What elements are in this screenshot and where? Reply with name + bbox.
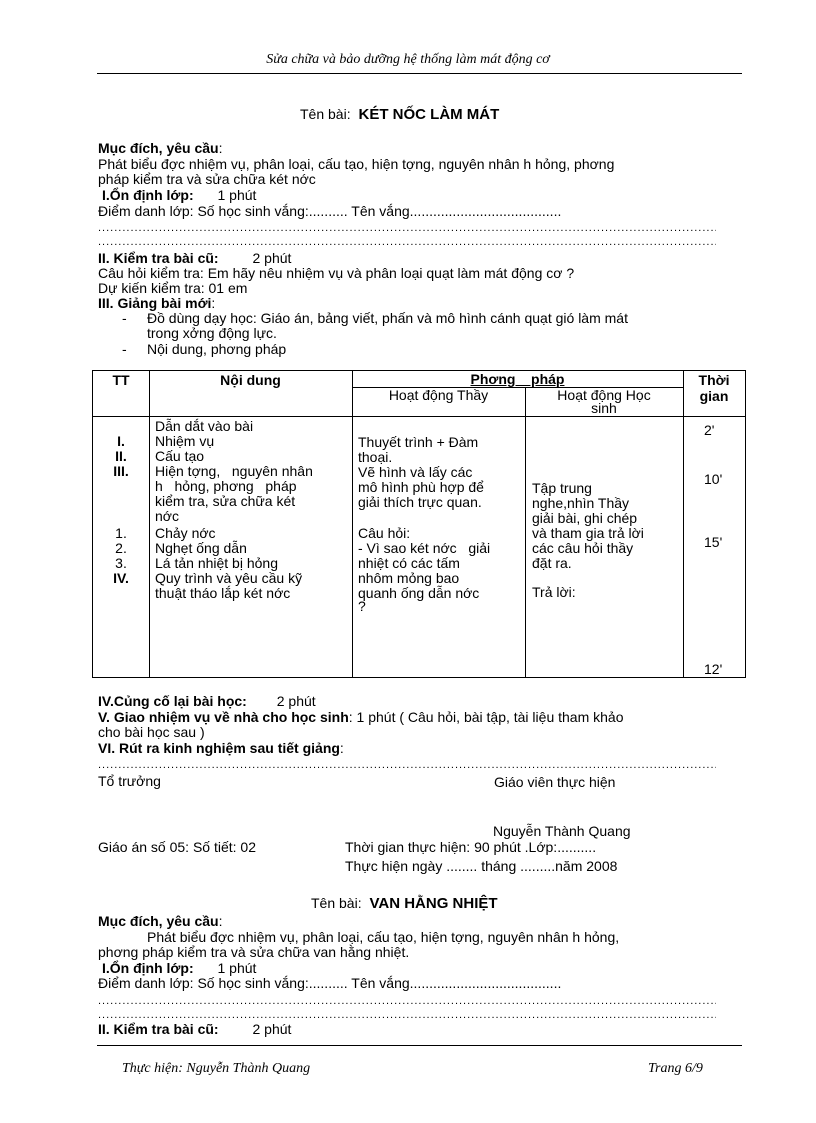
lesson2-title-label: Tên bài: bbox=[311, 895, 362, 911]
student-cell: Tập trung bbox=[532, 480, 592, 496]
lesson1-section3-row bbox=[98, 296, 215, 311]
lesson1-section1-heading: I.Ổn định lớp: bbox=[102, 187, 194, 203]
teacher-cell: ? bbox=[358, 598, 366, 614]
lesson1-bullet2: Nội dung, phơng pháp bbox=[147, 341, 287, 357]
student-cell: Trả lời: bbox=[532, 584, 576, 600]
lesson1-title: KÉT NỐC LÀM MÁT bbox=[358, 106, 500, 123]
running-header: Sửa chữa và bảo dưỡng hệ thống làm mát động cơ bbox=[266, 52, 550, 67]
plan-number: Giáo án số 05: Số tiết: 02 bbox=[98, 839, 256, 855]
lesson2-section1-row bbox=[102, 961, 256, 976]
plan-date: Thực hiện ngày ........ tháng .........năm 2008 bbox=[345, 858, 618, 874]
tt-cell: 2. bbox=[115, 540, 127, 556]
teacher-cell: thoại. bbox=[358, 449, 393, 465]
tt-cell: II. bbox=[115, 448, 127, 464]
lesson1-bullet1-line1: Đồ dùng dạy học: Giáo án, bảng viết, phấn và mô hình cánh quạt gió làm mát bbox=[147, 310, 628, 326]
section6-colon: : bbox=[339, 740, 344, 756]
header-time-line1: Thời bbox=[698, 372, 730, 388]
tt-cell: I. bbox=[117, 433, 125, 449]
section6-heading: VI. Rút ra kinh nghiệm sau tiết giảng bbox=[98, 740, 340, 756]
plan-duration: Thời gian thực hiện: 90 phút .Lớp:.......... bbox=[345, 839, 597, 855]
lesson1-section1-row bbox=[102, 188, 256, 203]
lesson1-attendance: Điểm danh lớp: Số học sinh vắng:.......... Tên vắng....................................... bbox=[98, 203, 562, 219]
content-cell: Nghẹt ống dẫn bbox=[155, 540, 247, 556]
lesson1-purpose-colon: : bbox=[218, 140, 223, 156]
content-cell: Lá tản nhiệt bị hỏng bbox=[155, 555, 278, 571]
student-cell: các câu hỏi thầy bbox=[532, 540, 634, 556]
lesson2-purpose-colon: : bbox=[218, 913, 223, 929]
teacher-cell: - Vì sao két nớc giải bbox=[358, 540, 491, 556]
lesson1-section2-time: 2 phút bbox=[252, 250, 292, 266]
tt-cell: III. bbox=[113, 463, 129, 479]
lesson1-section3-heading: III. Giảng bài mới bbox=[98, 295, 212, 311]
teacher-cell: giải thích trực quan. bbox=[358, 494, 482, 510]
dotted-line bbox=[98, 996, 716, 1008]
time-cell: 12' bbox=[704, 661, 723, 677]
lesson2-title: VAN HẰNG NHIỆT bbox=[369, 895, 498, 912]
content-cell: Hiện tợng, nguyên nhân bbox=[155, 463, 313, 479]
lesson1-section1-time: 1 phút bbox=[217, 187, 257, 203]
time-cell: 10' bbox=[704, 471, 723, 487]
lesson1-title-label: Tên bài: bbox=[300, 106, 351, 122]
dotted-line bbox=[98, 760, 716, 772]
lesson2-section1-heading: I.Ổn định lớp: bbox=[102, 960, 194, 976]
header-rule bbox=[97, 73, 742, 74]
head-of-dept-label: Tổ trưởng bbox=[98, 773, 161, 789]
time-cell: 15' bbox=[704, 534, 723, 550]
lesson2-title-row bbox=[311, 896, 498, 911]
lesson2-section2-heading: II. Kiểm tra bài cũ: bbox=[98, 1021, 219, 1037]
footer-page-number: Trang 6/9 bbox=[648, 1061, 703, 1076]
teacher-name: Nguyễn Thành Quang bbox=[493, 823, 631, 839]
tt-cell: 1. bbox=[115, 525, 127, 541]
time-cell: 2' bbox=[704, 422, 715, 438]
header-content: Nội dung bbox=[220, 372, 281, 388]
content-cell: Nhiệm vụ bbox=[155, 433, 215, 449]
lesson1-title-row bbox=[300, 107, 499, 122]
section5-heading: V. Giao nhiệm vụ về nhà cho học sinh bbox=[98, 709, 349, 725]
lesson2-section2-time: 2 phút bbox=[252, 1021, 292, 1037]
teacher-cell: Câu hỏi: bbox=[358, 525, 411, 541]
teacher-cell: Vẽ hình và lấy các bbox=[358, 464, 473, 480]
footer-author: Thực hiện: Nguyễn Thành Quang bbox=[122, 1061, 311, 1076]
student-cell: đặt ra. bbox=[532, 555, 572, 571]
header-method: Phơng pháp bbox=[470, 371, 565, 387]
lesson1-question: Câu hỏi kiểm tra: Em hãy nêu nhiệm vụ và phân loại quạt làm mát động cơ ? bbox=[98, 265, 575, 281]
content-cell: Dẫn dắt vào bài bbox=[155, 418, 254, 434]
content-cell: Cấu tạo bbox=[155, 448, 205, 464]
lesson2-purpose-heading-row bbox=[98, 914, 222, 929]
header-student-line1: Hoạt động Học bbox=[557, 387, 651, 403]
lesson1-purpose-heading: Mục đích, yêu cầu bbox=[98, 140, 219, 156]
lesson2-purpose-line1: Phát biểu đợc nhiệm vụ, phân loại, cấu tạo, hiện tợng, nguyên nhân h hỏng, bbox=[147, 929, 620, 945]
content-cell: Quy trình và yêu cầu kỹ bbox=[155, 570, 303, 586]
section5-row bbox=[98, 710, 624, 725]
content-cell: thuật tháo lắp két nớc bbox=[155, 585, 291, 601]
section4-heading: IV.Củng cố lại bài học: bbox=[98, 693, 247, 709]
student-cell: và tham gia trả lời bbox=[532, 525, 644, 541]
teacher-label: Giáo viên thực hiện bbox=[494, 774, 616, 790]
header-time-line2: gian bbox=[699, 388, 729, 404]
header-tt: TT bbox=[112, 372, 130, 388]
lesson2-purpose-heading: Mục đích, yêu cầu bbox=[98, 913, 219, 929]
dotted-line bbox=[98, 223, 716, 235]
section6-row bbox=[98, 741, 344, 756]
lesson1-purpose-line2: pháp kiểm tra và sửa chữa két nớc bbox=[98, 171, 316, 187]
student-cell: giải bài, ghi chép bbox=[532, 510, 638, 526]
teacher-cell: Thuyết trình + Đàm bbox=[358, 434, 479, 450]
section5-text-line2: cho bài học sau ) bbox=[98, 724, 205, 740]
header-teacher: Hoạt động Thầy bbox=[388, 387, 489, 403]
lesson2-section1-time: 1 phút bbox=[217, 960, 257, 976]
lesson1-bullet1-line2: trong xởng động lực. bbox=[147, 325, 277, 341]
lesson1-section2-row bbox=[98, 251, 291, 266]
lesson1-section3-colon: : bbox=[211, 295, 216, 311]
header-student-line2: sinh bbox=[591, 400, 617, 416]
tt-cell: IV. bbox=[113, 570, 129, 586]
content-cell: h hỏng, phơng pháp bbox=[155, 478, 297, 494]
section5-text: : 1 phút ( Câu hỏi, bài tập, tài liệu tham khảo bbox=[348, 709, 624, 725]
student-cell: nghe,nhìn Thầy bbox=[532, 495, 630, 511]
teacher-cell: nhiệt có các tấm bbox=[358, 555, 460, 571]
lesson-plan-table bbox=[92, 370, 746, 678]
content-cell: Chảy nớc bbox=[155, 525, 216, 541]
lesson2-attendance: Điểm danh lớp: Số học sinh vắng:.......... Tên vắng....................................... bbox=[98, 975, 562, 991]
bullet-dash: - bbox=[122, 310, 127, 326]
table-divider bbox=[525, 387, 526, 677]
lesson1-expected: Dự kiến kiểm tra: 01 em bbox=[98, 280, 248, 296]
dotted-line bbox=[98, 237, 716, 249]
bullet-dash: - bbox=[122, 341, 127, 357]
teacher-cell: mô hình phù hợp để bbox=[358, 479, 484, 495]
table-divider bbox=[93, 416, 745, 417]
lesson1-purpose-line1: Phát biểu đợc nhiệm vụ, phân loại, cấu tạo, hiện tợng, nguyên nhân h hỏng, phơng bbox=[98, 156, 615, 172]
tt-cell: 3. bbox=[115, 555, 127, 571]
footer-rule bbox=[97, 1045, 742, 1046]
teacher-cell: quanh ống dẫn nớc bbox=[358, 585, 480, 601]
content-cell: kiểm tra, sửa chữa két bbox=[155, 493, 296, 509]
lesson1-purpose-heading-row bbox=[98, 141, 222, 156]
lesson1-section2-heading: II. Kiểm tra bài cũ: bbox=[98, 250, 219, 266]
lesson2-section2-row bbox=[98, 1022, 291, 1037]
lesson2-purpose-line2: phơng pháp kiểm tra và sửa chữa van hằng nhiệt. bbox=[98, 944, 410, 960]
teacher-cell: nhôm mỏng bao bbox=[358, 570, 460, 586]
content-cell: nớc bbox=[155, 508, 179, 524]
section4-time: 2 phút bbox=[276, 693, 316, 709]
section4-row bbox=[98, 694, 316, 709]
